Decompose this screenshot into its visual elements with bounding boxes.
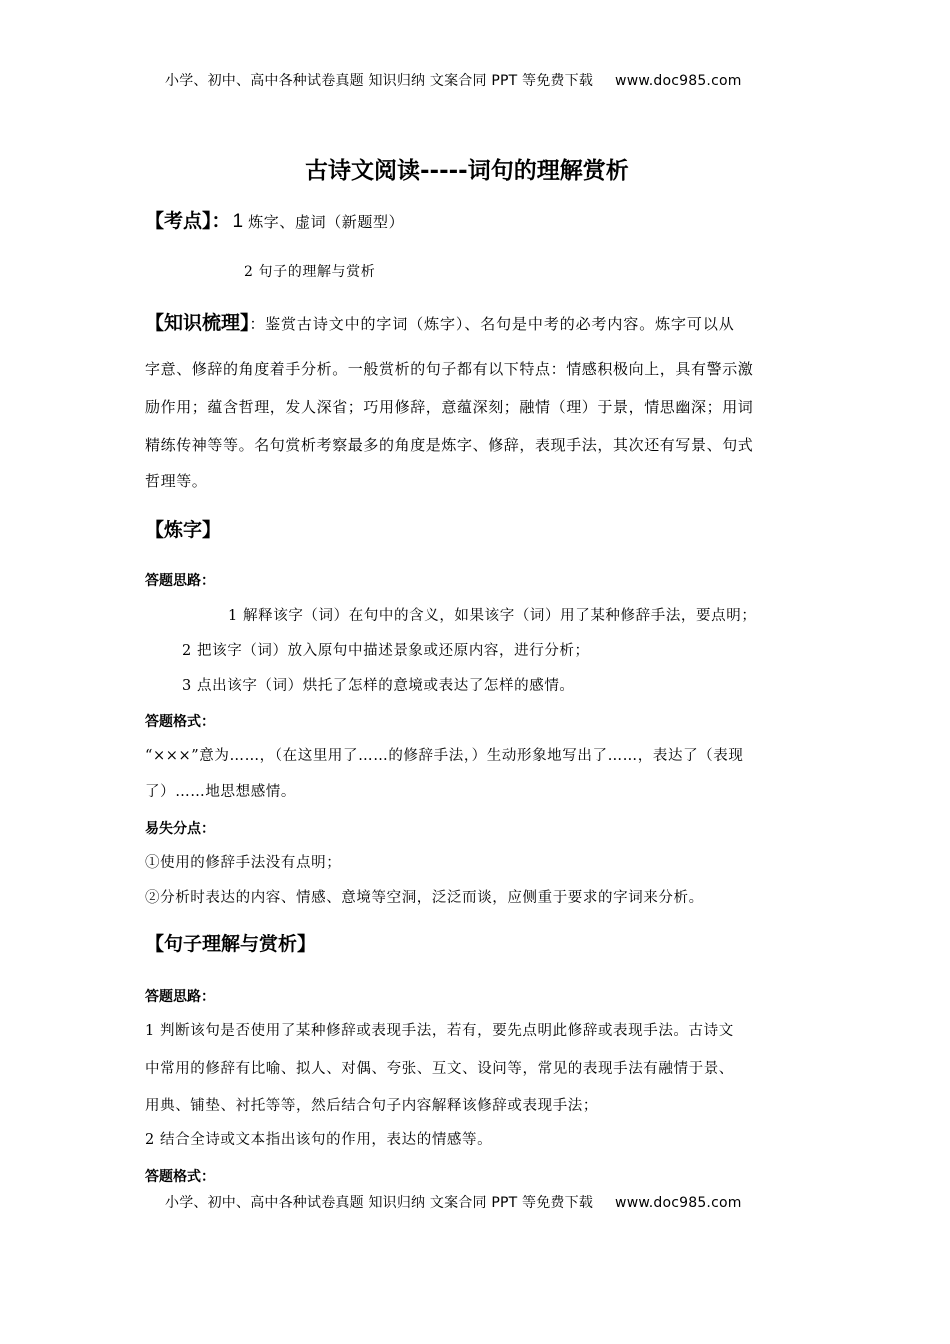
lianzi-format-line-2: 了）……地思想感情。 [145, 784, 296, 800]
kaodian-item2: 2 句子的理解与赏析 [244, 264, 376, 280]
lianzi-step-2: 2 把该字（词）放入原句中描述景象或还原内容，进行分析； [182, 643, 590, 659]
lianzi-heading: 【炼字】 [145, 519, 222, 541]
juzi-step-2: 2 结合全诗或文本指出该句的作用，表达的情感等。 [145, 1132, 493, 1148]
zhishi-text-3: 励作用；蕴含哲理，发人深省；巧用修辞，意蕴深刻；融情（理）于景，情思幽深；用词 [145, 398, 754, 416]
kaodian-label: 【考点】： [145, 210, 231, 232]
lianzi-pitfall-label: 易失分点： [145, 821, 215, 837]
zhishi-text-1: 鉴赏古诗文中的字词（炼字）、名句是中考的必考内容。炼字可以从 [265, 315, 735, 333]
juzi-step1-line-3: 用典、铺垫、衬托等等，然后结合句子内容解释该修辞或表现手法； [145, 1098, 598, 1114]
lianzi-pitfall-1: ①使用的修辞手法没有点明； [145, 855, 342, 871]
footer-site-link[interactable]: www.doc985.com [615, 1195, 742, 1211]
page-footer [165, 1192, 742, 1212]
lianzi-approach-label: 答题思路： [145, 573, 215, 589]
kaodian-item1-text: 炼字、虚词（新题型） [248, 213, 405, 231]
juzi-heading: 【句子理解与赏析】 [145, 933, 317, 955]
juzi-step1-line-2: 中常用的修辞有比喻、拟人、对偶、夸张、互文、设问等，常见的表现手法有融情于景、 [145, 1061, 734, 1077]
lianzi-pitfall-2: ②分析时表达的内容、情感、意境等空洞，泛泛而谈，应侧重于要求的字词来分析。 [145, 890, 704, 906]
zhishi-text-2: 字意、修辞的角度着手分析。一般赏析的句子都有以下特点：情感积极向上，具有警示激 [145, 360, 754, 378]
zhishi-label: 【知识梳理】 [145, 312, 250, 334]
kaodian-item1-num: 1 [232, 211, 244, 232]
zhishi-text-5: 哲理等。 [145, 472, 208, 490]
header-site-link[interactable]: www.doc985.com [615, 73, 742, 89]
zhishi-colon: ： [249, 315, 266, 333]
lianzi-format-label: 答题格式： [145, 714, 215, 730]
page-header [165, 70, 742, 90]
header-text: 小学、初中、高中各种试卷真题 知识归纳 文案合同 PPT 等免费下载 [165, 73, 594, 89]
lianzi-format-line-1: “×××”意为……，（在这里用了……的修辞手法，）生动形象地写出了……，表达了（表现 [145, 748, 744, 764]
zhishi-text-4: 精练传神等等。名句赏析考察最多的角度是炼字、修辞，表现手法，其次还有写景、句式 [145, 436, 754, 454]
juzi-step1-line-1: 1 判断该句是否使用了某种修辞或表现手法，若有，要先点明此修辞或表现手法。古诗文 [145, 1023, 734, 1039]
footer-text: 小学、初中、高中各种试卷真题 知识归纳 文案合同 PPT 等免费下载 [165, 1195, 594, 1211]
lianzi-step-1: 1 解释该字（词）在句中的含义，如果该字（词）用了某种修辞手法，要点明； [228, 608, 757, 624]
document-title: 古诗文阅读-----词句的理解赏析 [305, 158, 629, 184]
juzi-approach-label: 答题思路： [145, 989, 215, 1005]
zhishi-line1 [145, 308, 735, 335]
juzi-format-label: 答题格式： [145, 1169, 215, 1185]
kaodian-section [145, 206, 404, 233]
lianzi-step-3: 3 点出该字（词）烘托了怎样的意境或表达了怎样的感情。 [182, 678, 575, 694]
